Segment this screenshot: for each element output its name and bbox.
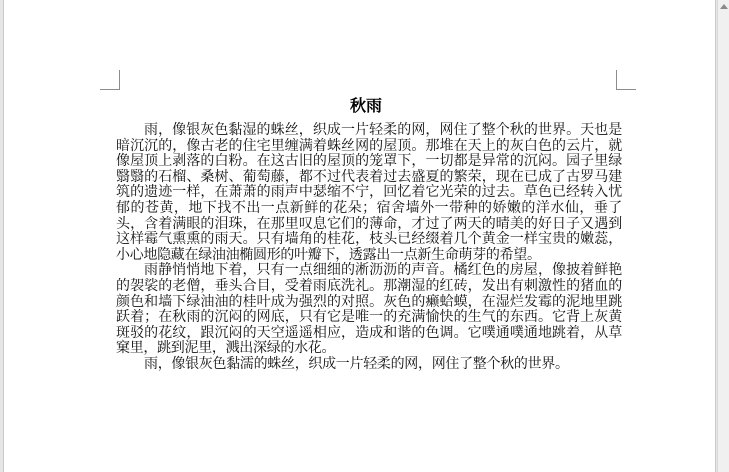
document-page[interactable] — [3, 0, 716, 472]
document-body[interactable] — [116, 123, 622, 373]
crop-mark-top-left — [100, 70, 120, 90]
vertical-scrollbar[interactable] — [717, 0, 729, 472]
paragraph-3[interactable]: 雨，像银灰色黏濡的蛛丝，织成一片轻柔的网，网住了整个秋的世界。 — [144, 355, 569, 372]
paragraph-1[interactable]: 雨，像银灰色黏湿的蛛丝，织成一片轻柔的网，网住了整个秋的世界。天也是暗沉沉的，像古老的住宅里缠满着蛛丝网的屋顶。那堆在天上的灰白色的云片，就像屋顶上剥落的白粉。在这古旧的屋顶的笼罩下，一切都是异常的沉闷。园子里绿翳翳的石榴、桑树、葡萄藤，都不过代表着过去盛夏的繁荣，现在已成了古罗马建筑的遗迹一样，在萧萧的雨声中瑟缩不宁，回忆着它光荣的过去。草色已经转入忧郁的苍黄，地下找不出一点新鲜的花朵；宿舍墙外一带种的娇嫩的洋水仙，垂了头，含着满眼的泪珠，在那里叹息它们的薄命，才过了两天的晴美的好日子又遇到这样霉气熏熏的雨天。只有墙角的桂花，枝头已经缀着几个黄金一样宝贵的嫩蕊，小心地隐藏在绿油油椭圆形的叶瓣下，透露出一点新生命萌芽的希望。 — [116, 122, 622, 263]
scroll-up-arrow-icon[interactable] — [720, 4, 728, 9]
crop-mark-top-right — [616, 70, 636, 90]
document-title[interactable]: 秋雨 — [349, 96, 382, 115]
paragraph-2[interactable]: 雨静悄悄地下着，只有一点细细的淅沥沥的声音。橘红色的房屋，像披着鲜艳的袈裟的老僧，垂头合目，受着雨底洗礼。那潮湿的红砖，发出有刺激性的猪血的颜色和墙下绿油油的桂叶成为强烈的对照。灰色的癞蛤蟆，在湿烂发霉的泥地里跳跃着；在秋雨的沉闷的网底，只有它是唯一的充满愉快的生气的东西。它背上灰黄斑驳的花纹，跟沉闷的天空遥遥相应，造成和谐的色调。它噗通噗通地跳着，从草窠里，跳到泥里，溅出深绿的水花。 — [116, 262, 622, 357]
